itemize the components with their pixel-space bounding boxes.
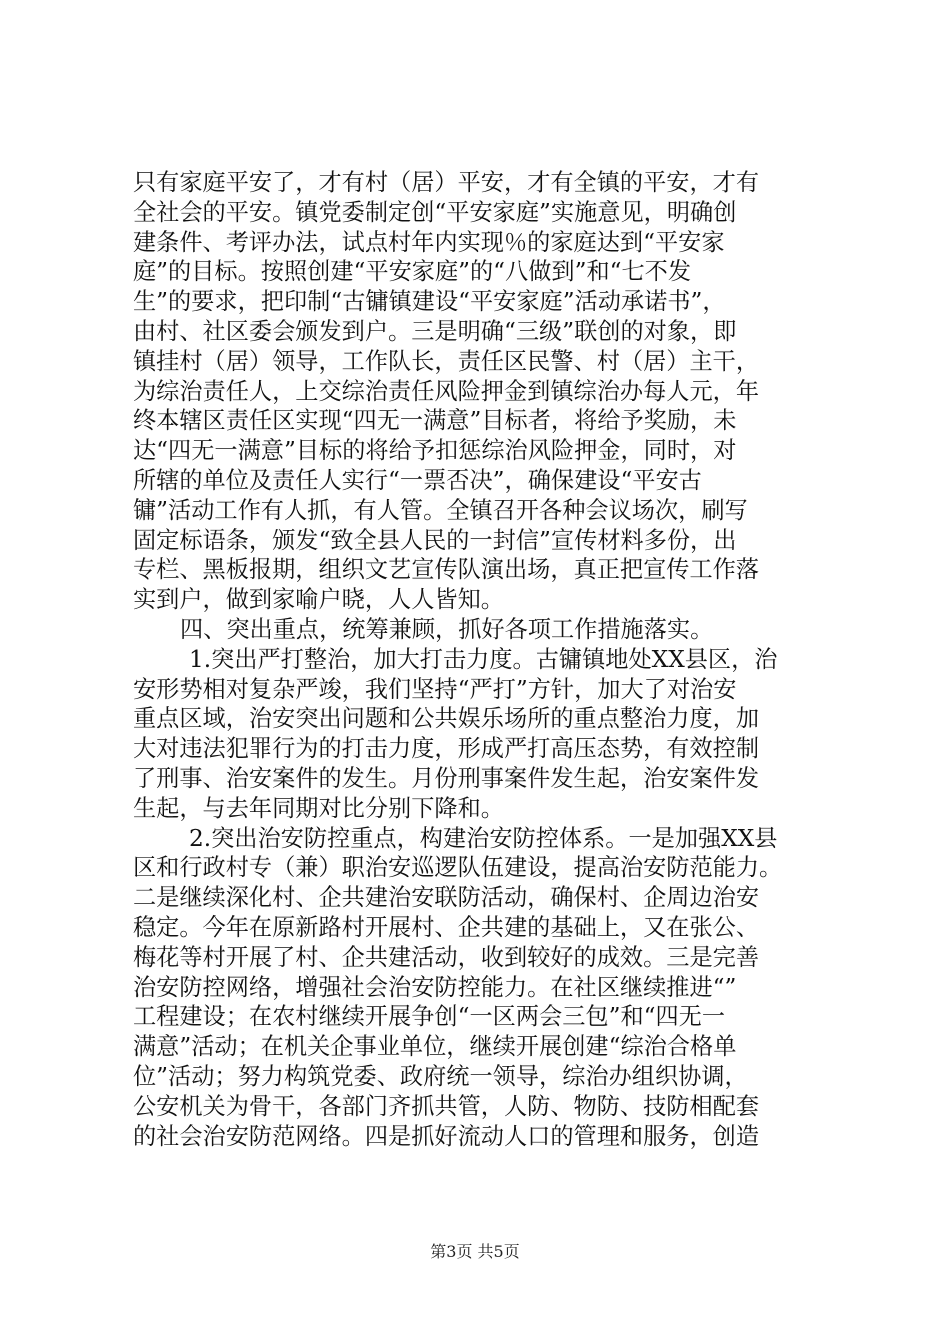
text-line: 实到户，做到家喻户晓，人人皆知。: [133, 586, 504, 614]
text-line: 庭”的目标。按照创建“平安家庭”的“八做到”和“七不发: [133, 258, 692, 286]
text-line: 1.突出严打整治，加大打击力度。古镛镇地处XX县区，治: [189, 645, 778, 673]
text-line: 生”的要求，把印制“古镛镇建设“平安家庭”活动承诺书”，: [133, 288, 726, 316]
text-line: 区和行政村专（兼）职治安巡逻队伍建设，提高治安防范能力。: [133, 854, 783, 882]
text-line: 了刑事、治安案件的发生。月份刑事案件发生起，治安案件发: [133, 764, 760, 792]
text-line: 只有家庭平安了，才有村（居）平安，才有全镇的平安，才有: [133, 169, 760, 196]
text-line: 达“四无一满意”目标的将给予扣惩综治风险押金，同时，对: [133, 437, 737, 465]
text-line: 的社会治安防范网络。四是抓好流动人口的管理和服务，创造: [133, 1122, 760, 1150]
text-line: 治安防控网络，增强社会治安防控能力。在社区继续推进“”: [133, 973, 737, 1001]
text-line: 梅花等村开展了村、企共建活动，收到较好的成效。三是完善: [133, 943, 760, 971]
text-line: 固定标语条，颁发“致全县人民的一封信”宣传材料多份，出: [133, 526, 737, 554]
text-line: 公安机关为骨干，各部门齐抓共管，人防、物防、技防相配套: [133, 1092, 760, 1120]
section-heading: 四、突出重点，统筹兼顾，抓好各项工作措施落实。: [180, 615, 714, 643]
text-line: 专栏、黑板报期，组织文艺宣传队演出场，真正把宣传工作落: [133, 556, 760, 584]
text-line: 镛”活动工作有人抓，有人管。全镇召开各种会议场次，刷写: [133, 496, 748, 524]
text-line: 位”活动；努力构筑党委、政府统一领导，综治办组织协调，: [133, 1062, 748, 1090]
text-line: 由村、社区委会颁发到户。三是明确“三级”联创的对象，即: [133, 317, 737, 345]
text-line: 建条件、考评办法，试点村年内实现％的家庭达到“平安家: [133, 228, 725, 256]
body-text: [133, 168, 833, 1151]
text-line: 2.突出治安防控重点，构建治安防控体系。一是加强XX县: [189, 824, 778, 852]
text-line: 稳定。今年在原新路村开展村、企共建的基础上，又在张公、: [133, 913, 760, 941]
text-line: 二是继续深化村、企共建治安联防活动，确保村、企周边治安: [133, 884, 760, 912]
text-line: 生起，与去年同期对比分别下降和。: [133, 794, 504, 822]
page-number-footer: 第3页 共5页: [430, 1242, 520, 1261]
text-line: 重点区域，治安突出问题和公共娱乐场所的重点整治力度，加: [133, 705, 760, 733]
text-line: 大对违法犯罪行为的打击力度，形成严打高压态势，有效控制: [133, 735, 760, 763]
text-line: 终本辖区责任区实现“四无一满意”目标者，将给予奖励，未: [133, 407, 737, 435]
text-line: 安形势相对复杂严竣，我们坚持“严打”方针，加大了对治安: [133, 675, 737, 703]
text-line: 镇挂村（居）领导，工作队长，责任区民警、村（居）主干，: [133, 347, 760, 375]
text-line: 满意”活动；在机关企事业单位，继续开展创建“综治合格单: [133, 1033, 737, 1061]
text-line: 为综治责任人，上交综治责任风险押金到镇综治办每人元，年: [133, 377, 760, 405]
text-line: 工程建设；在农村继续开展争创“一区两会三包”和“四无一: [133, 1003, 726, 1031]
text-line: 所辖的单位及责任人实行“一票否决”，确保建设“平安古: [133, 466, 702, 494]
text-line: 全社会的平安。镇党委制定创“平安家庭”实施意见，明确创: [133, 198, 737, 226]
